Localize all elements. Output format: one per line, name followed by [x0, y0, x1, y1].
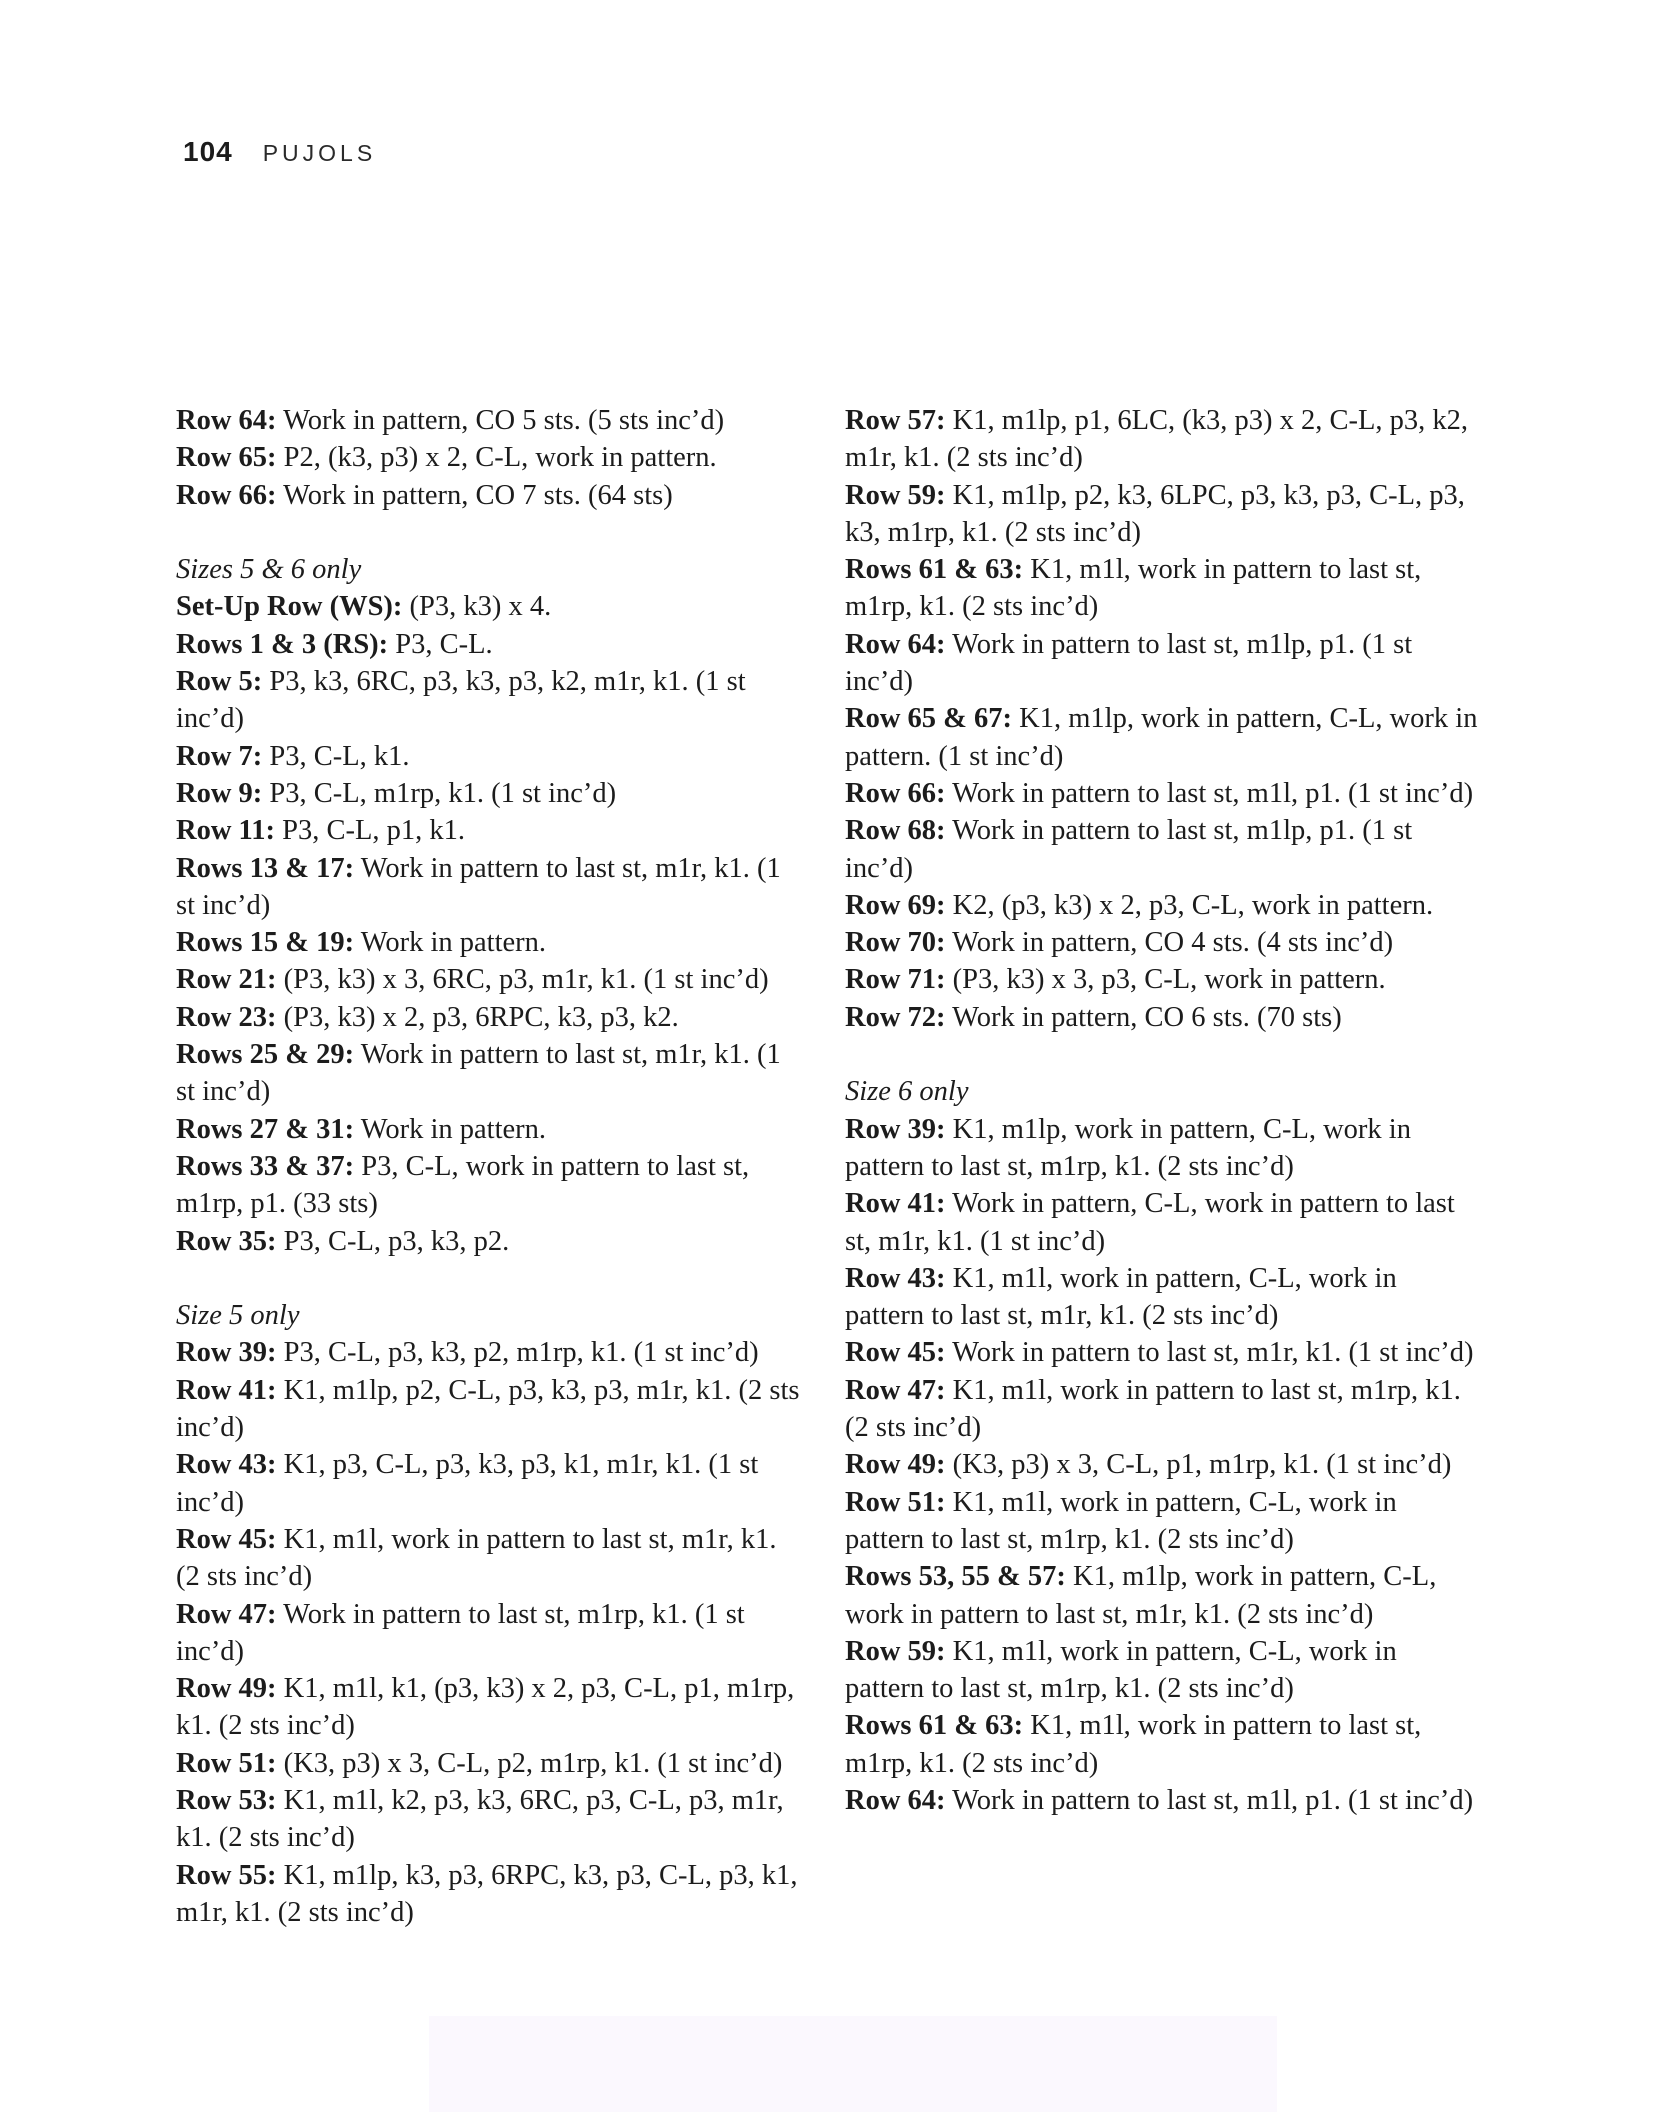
row-label: Row 49: [176, 1673, 277, 1705]
row-instruction: K1, p3, C-L, p3, k3, p3, k1, m1r, k1. (1 st inc’d) [176, 1449, 759, 1518]
pattern-row [845, 1558, 1480, 1633]
row-label: Rows 53, 55 & 57: [845, 1561, 1066, 1593]
row-instruction: P3, k3, 6RC, p3, k3, p3, k2, m1r, k1. (1 st inc’d) [176, 666, 746, 735]
row-instruction: K1, m1lp, p1, 6LC, (k3, p3) x 2, C-L, p3, k2, m1r, k1. (2 sts inc’d) [845, 405, 1469, 474]
row-instruction: Work in pattern to last st, m1lp, p1. (1 st inc’d) [845, 815, 1413, 884]
row-label: Row 41: [845, 1188, 946, 1220]
row-label: Row 70: [845, 927, 946, 959]
row-label: Row 55: [176, 1859, 277, 1891]
row-label: Row 39: [176, 1337, 277, 1369]
pattern-row [176, 1782, 806, 1857]
left-column [176, 402, 806, 1931]
pattern-row [845, 551, 1480, 626]
footer-band [429, 2016, 1277, 2112]
pattern-row [845, 812, 1480, 887]
pattern-row [176, 1148, 806, 1223]
row-instruction: (P3, k3) x 3, 6RC, p3, m1r, k1. (1 st inc’d) [276, 964, 769, 996]
page-header [183, 136, 376, 168]
row-label: Rows 13 & 17: [176, 852, 355, 884]
row-instruction: (K3, p3) x 3, C-L, p1, m1rp, k1. (1 st inc’d) [945, 1449, 1452, 1481]
row-label: Row 5: [176, 666, 263, 698]
pattern-row [176, 626, 806, 663]
pattern-row [176, 850, 806, 925]
section-heading: Size 5 only [176, 1300, 300, 1332]
section-heading: Sizes 5 & 6 only [176, 554, 362, 586]
row-label: Row 47: [176, 1598, 277, 1630]
pattern-row [845, 1707, 1480, 1782]
row-label: Rows 33 & 37: [176, 1150, 355, 1182]
row-instruction: P3, C-L. [388, 628, 493, 660]
pattern-row [176, 1857, 806, 1932]
row-instruction: K1, m1l, work in pattern to last st, m1r, k1. (2 sts inc’d) [176, 1523, 777, 1593]
pattern-row [176, 775, 806, 812]
row-label: Rows 25 & 29: [176, 1039, 355, 1071]
row-instruction: Work in pattern, CO 5 sts. (5 sts inc’d) [276, 405, 725, 436]
pattern-row [845, 999, 1480, 1036]
pattern-row [176, 738, 806, 775]
pattern-row [176, 1372, 806, 1447]
pattern-row [176, 477, 806, 514]
row-label: Row 64: [845, 628, 946, 660]
pattern-row [176, 961, 806, 998]
row-label: Row 66: [845, 777, 946, 809]
pattern-row [176, 439, 806, 476]
pattern-row [176, 1596, 806, 1671]
pattern-row [845, 1334, 1480, 1371]
pattern-row [845, 1633, 1480, 1708]
pattern-row [845, 1111, 1480, 1186]
pattern-row [176, 1334, 806, 1371]
row-instruction: (P3, k3) x 2, p3, 6RPC, k3, p3, k2. [276, 1001, 679, 1033]
pattern-row [176, 1036, 806, 1111]
row-instruction: K1, m1lp, p2, C-L, p3, k3, p3, m1r, k1. (2 sts inc’d) [176, 1374, 800, 1444]
row-label: Row 9: [176, 777, 263, 809]
row-label: Row 51: [176, 1747, 277, 1779]
row-label: Rows 61 & 63: [845, 1710, 1024, 1742]
row-label: Rows 1 & 3 (RS): [176, 628, 389, 660]
row-label: Row 64: [845, 1784, 946, 1816]
row-label: Row 57: [845, 405, 946, 436]
row-label: Row 59: [845, 479, 946, 511]
row-label: Row 59: [845, 1635, 946, 1667]
row-instruction: K1, m1l, work in pattern, C-L, work in pattern to last st, m1rp, k1. (2 sts inc’d) [845, 1486, 1397, 1555]
row-instruction: Work in pattern to last st, m1r, k1. (1 st inc’d) [176, 852, 781, 921]
pattern-row [845, 402, 1480, 477]
row-instruction: P3, C-L, p1, k1. [274, 815, 465, 847]
pattern-row [845, 626, 1480, 701]
pattern-row [845, 1185, 1480, 1260]
row-instruction: K1, m1lp, k3, p3, 6RPC, k3, p3, C-L, p3, k1, m1r, k1. (2 sts inc’d) [176, 1859, 798, 1928]
pattern-row [845, 1446, 1480, 1483]
row-label: Set-Up Row (WS): [176, 591, 403, 623]
row-label: Rows 61 & 63: [845, 554, 1024, 586]
page-number: 104 [183, 136, 233, 167]
row-instruction: Work in pattern to last st, m1rp, k1. (1 st inc’d) [176, 1598, 745, 1667]
row-instruction: K1, m1l, work in pattern, C-L, work in pattern to last st, m1rp, k1. (2 sts inc’d) [845, 1635, 1397, 1705]
row-instruction: Work in pattern. [354, 927, 547, 959]
row-instruction: K1, m1l, work in pattern to last st, m1rp, k1. (2 sts inc’d) [845, 1374, 1461, 1444]
row-instruction: Work in pattern to last st, m1r, k1. (1 st inc’d) [176, 1039, 781, 1108]
row-instruction: K1, m1l, k2, p3, k3, 6RC, p3, C-L, p3, m1r, k1. (2 sts inc’d) [176, 1784, 784, 1854]
row-label: Row 68: [845, 815, 946, 847]
pattern-row [176, 1446, 806, 1521]
row-label: Row 64: [176, 405, 277, 436]
row-label: Rows 15 & 19: [176, 927, 355, 959]
row-instruction: K1, m1l, k1, (p3, k3) x 2, p3, C-L, p1, m1rp, k1. (2 sts inc’d) [176, 1673, 795, 1742]
pattern-row [176, 924, 806, 961]
pattern-row [176, 663, 806, 738]
section-heading: Size 6 only [845, 1076, 969, 1108]
row-label: Row 39: [845, 1113, 946, 1145]
row-label: Row 45: [176, 1523, 277, 1555]
row-label: Row 21: [176, 964, 277, 996]
pattern-row [845, 887, 1480, 924]
row-instruction: K1, m1lp, work in pattern, C-L, work in pattern. (1 st inc’d) [845, 703, 1478, 772]
row-instruction: Work in pattern, C-L, work in pattern to last st, m1r, k1. (1 st inc’d) [845, 1188, 1455, 1257]
row-instruction: Work in pattern to last st, m1l, p1. (1 st inc’d) [945, 777, 1474, 809]
pattern-row [176, 402, 806, 439]
row-label: Row 47: [845, 1374, 946, 1406]
row-label: Row 65 & 67: [845, 703, 1013, 735]
running-title: PUJOLS [262, 140, 377, 166]
row-label: Row 72: [845, 1001, 946, 1033]
pattern-row [176, 1111, 806, 1148]
row-instruction: Work in pattern to last st, m1lp, p1. (1 st inc’d) [845, 628, 1413, 698]
row-label: Row 23: [176, 1001, 277, 1033]
row-label: Row 11: [176, 815, 275, 847]
row-label: Row 43: [176, 1449, 277, 1481]
row-label: Row 7: [176, 740, 263, 772]
row-label: Row 69: [845, 889, 946, 921]
row-instruction: P3, C-L, p3, k3, p2, m1rp, k1. (1 st inc’d) [276, 1337, 759, 1369]
row-instruction: Work in pattern, CO 7 sts. (64 sts) [276, 479, 673, 511]
row-instruction: K1, m1l, work in pattern to last st, m1rp, k1. (2 sts inc’d) [845, 1710, 1422, 1779]
row-instruction: Work in pattern to last st, m1r, k1. (1 st inc’d) [945, 1337, 1474, 1369]
pattern-row [845, 1484, 1480, 1559]
row-label: Row 49: [845, 1449, 946, 1481]
row-instruction: (P3, k3) x 3, p3, C-L, work in pattern. [945, 964, 1386, 996]
row-instruction: (K3, p3) x 3, C-L, p2, m1rp, k1. (1 st inc’d) [276, 1747, 783, 1779]
row-instruction: P3, C-L, work in pattern to last st, m1rp, p1. (33 sts) [176, 1150, 750, 1220]
right-column [845, 402, 1480, 1819]
row-label: Row 45: [845, 1337, 946, 1369]
row-instruction: P3, C-L, p3, k3, p2. [276, 1225, 510, 1257]
row-label: Row 66: [176, 479, 277, 511]
pattern-row [176, 1670, 806, 1745]
pattern-row [845, 924, 1480, 961]
row-instruction: K1, m1l, work in pattern, C-L, work in pattern to last st, m1r, k1. (2 sts inc’d) [845, 1262, 1397, 1332]
row-instruction: (P3, k3) x 4. [402, 591, 552, 623]
row-instruction: K1, m1lp, work in pattern, C-L, work in pattern to last st, m1r, k1. (2 sts inc’d) [845, 1561, 1437, 1630]
row-instruction: K1, m1lp, p2, k3, 6LPC, p3, k3, p3, C-L, p3, k3, m1rp, k1. (2 sts inc’d) [845, 479, 1465, 548]
row-instruction: P2, (k3, p3) x 2, C-L, work in pattern. [276, 442, 717, 474]
row-instruction: Work in pattern. [354, 1113, 547, 1145]
pattern-row [845, 700, 1480, 775]
row-label: Row 35: [176, 1225, 277, 1257]
row-instruction: K2, (p3, k3) x 2, p3, C-L, work in pattern. [945, 889, 1434, 921]
pattern-row [176, 588, 806, 625]
pattern-row [845, 1260, 1480, 1335]
pattern-row [845, 1372, 1480, 1447]
pattern-row [845, 961, 1480, 998]
pattern-row [176, 1223, 806, 1260]
pattern-row [845, 477, 1480, 552]
row-instruction: P3, C-L, k1. [262, 740, 410, 772]
pattern-row [176, 1521, 806, 1596]
pattern-row [176, 1745, 806, 1782]
row-label: Row 65: [176, 442, 277, 474]
pattern-row [845, 775, 1480, 812]
pattern-row [845, 1782, 1480, 1819]
pattern-row [176, 812, 806, 849]
row-label: Row 71: [845, 964, 946, 996]
row-label: Row 43: [845, 1262, 946, 1294]
row-instruction: K1, m1lp, work in pattern, C-L, work in pattern to last st, m1rp, k1. (2 sts inc’d) [845, 1113, 1411, 1182]
row-instruction: P3, C-L, m1rp, k1. (1 st inc’d) [262, 777, 617, 809]
row-instruction: Work in pattern, CO 4 sts. (4 sts inc’d) [945, 927, 1394, 959]
row-label: Row 41: [176, 1374, 277, 1406]
pattern-row [176, 999, 806, 1036]
row-label: Row 51: [845, 1486, 946, 1518]
row-label: Rows 27 & 31: [176, 1113, 355, 1145]
row-instruction: Work in pattern to last st, m1l, p1. (1 st inc’d) [945, 1784, 1474, 1816]
row-label: Row 53: [176, 1784, 277, 1816]
row-instruction: K1, m1l, work in pattern to last st, m1rp, k1. (2 sts inc’d) [845, 554, 1422, 623]
row-instruction: Work in pattern, CO 6 sts. (70 sts) [945, 1001, 1342, 1033]
